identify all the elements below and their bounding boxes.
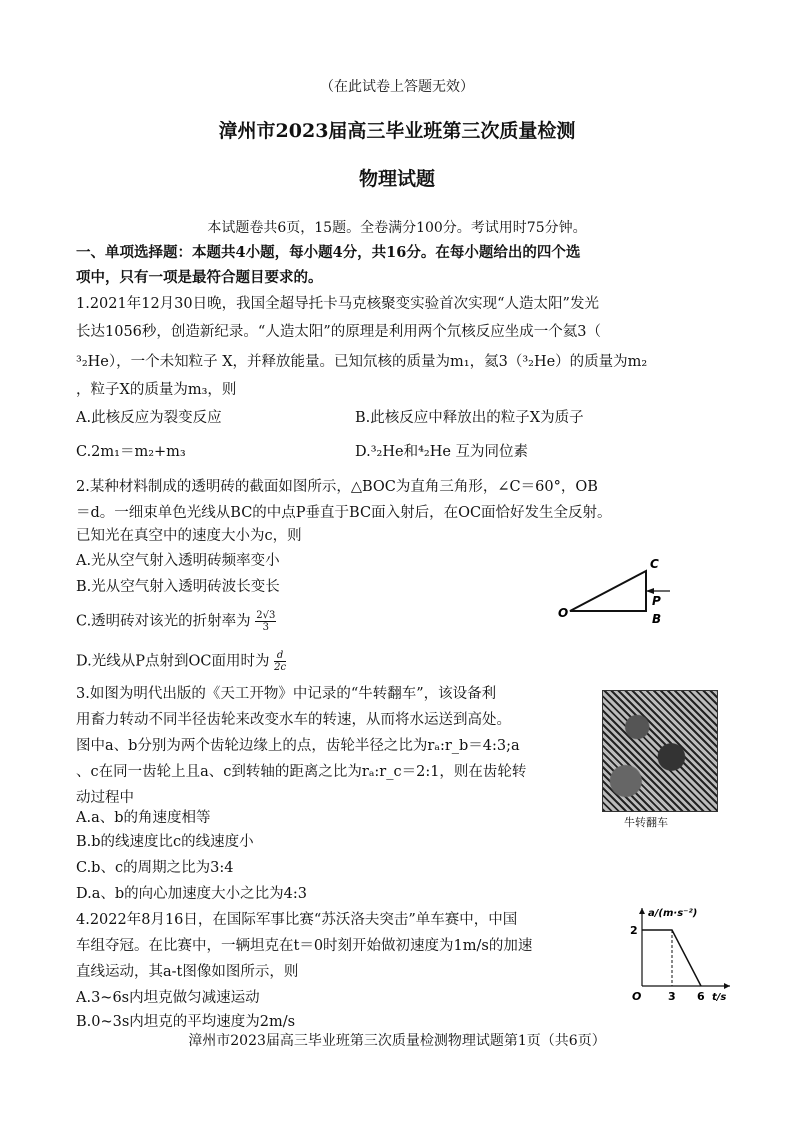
- subject-title: 物理试题: [358, 168, 435, 190]
- q4-option-a: A.3~6s内坦克做匀减速运动: [76, 990, 260, 1006]
- y-tick-2: 2: [630, 924, 638, 937]
- x-tick-6: 6: [697, 990, 705, 1002]
- q3-line4: 、c在同一齿轮上且a、c到转轴的距离之比为rₐ:r_c＝2:1，则在齿轮转: [76, 764, 527, 780]
- q1-line3: ³₂He），一个未知粒子 X，并释放能量。已知氘核的质量为m₁，氦3（³₂He）的质量为m₂: [76, 354, 648, 370]
- q1-line4: ，粒子X的质量为m₃，则: [76, 382, 237, 398]
- q3-line1: 3.如图为明代出版的《天工开物》中记录的“牛转翻车”，该设备利: [76, 686, 497, 702]
- label-p: P: [652, 594, 661, 608]
- q1-line1: 1.2021年12月30日晚，我国全超导托卡马克核聚变实验首次实现“人造太阳”发光: [76, 296, 599, 312]
- q1-line2: 长达1056秒，创造新纪录。“人造太阳”的原理是利用两个氘核反应坐成一个氦3（: [76, 324, 601, 340]
- q2-line2: ＝d。一细束单色光线从BC的中点P垂直于BC面入射后，在OC面恰好发生全反射。: [76, 505, 612, 521]
- notice: （在此试卷上答题无效）: [320, 79, 474, 95]
- label-c: C: [650, 557, 659, 571]
- q1-option-c: C.2m₁＝m₂+m₃: [76, 444, 186, 460]
- q3-line5: 动过程中: [76, 790, 134, 806]
- q2-line1: 2.某种材料制成的透明砖的截面如图所示，△BOC为直角三角形，∠C＝60°，OB: [76, 479, 598, 495]
- q3-option-c: C.b、c的周期之比为3:4: [76, 860, 234, 876]
- x-axis-label: t/s: [712, 992, 727, 1002]
- origin-label: O: [632, 990, 642, 1002]
- q2-option-d-denominator: 2c: [274, 662, 287, 673]
- q4-line1: 4.2022年8月16日，在国际军事比赛“苏沃洛夫突击”单车赛中，中国: [76, 912, 518, 928]
- q4-option-b: B.0~3s内坦克的平均速度为2m/s: [76, 1014, 296, 1030]
- ox-waterwheel-illustration: [602, 690, 718, 812]
- q2-option-a: A.光从空气射入透明砖频率变小: [76, 553, 280, 569]
- section-heading-2: 项中，只有一项是最符合题目要求的。: [76, 269, 323, 286]
- q2-option-d-text: D.光线从P点射到OC面用时为: [76, 653, 270, 670]
- q3-line3: 图中a、b分别为两个齿轮边缘上的点，齿轮半径之比为rₐ:r_b＝4:3;a: [76, 738, 520, 754]
- q3-option-d: D.a、b的向心加速度大小之比为4:3: [76, 886, 307, 902]
- q2-option-b: B.光从空气射入透明砖波长变长: [76, 579, 280, 595]
- q1-option-b: B.此核反应中释放出的粒子X为质子: [355, 410, 584, 426]
- exam-intro: 本试题卷共6页，15题。全卷满分100分。考试用时75分钟。: [207, 220, 587, 236]
- x-axis-arrow: [724, 983, 730, 989]
- q2-line3: 已知光在真空中的速度大小为c，则: [76, 528, 302, 544]
- q2-triangle-figure: [556, 555, 686, 630]
- q2-option-c-fraction: [255, 610, 276, 633]
- q1-option-d: D.³₂He和⁴₂He 互为同位素: [355, 444, 529, 460]
- section-heading-1: 一、单项选择题：本题共4小题，每小题4分，共16分。在每小题给出的四个选: [76, 244, 581, 261]
- q4-line3: 直线运动，其a-t图像如图所示，则: [76, 964, 299, 980]
- q2-option-c-denominator: 3: [262, 622, 270, 633]
- q2-option-d-fraction: [274, 650, 286, 673]
- q3-option-a: A.a、b的角速度相等: [76, 810, 211, 826]
- q2-option-d-numerator: d: [274, 650, 286, 662]
- q2-option-d: [76, 650, 286, 673]
- exam-title: 漳州市2023届高三毕业班第三次质量检测: [218, 120, 576, 142]
- q2-option-c-numerator: 2√3: [256, 610, 276, 621]
- label-o: O: [558, 606, 569, 620]
- q2-option-c-text: C.透明砖对该光的折射率为: [76, 613, 251, 630]
- y-axis-label: a/(m·s⁻²): [648, 908, 698, 919]
- y-axis-arrow: [639, 908, 645, 914]
- q4-at-graph: [624, 902, 734, 1002]
- label-b: B: [652, 612, 662, 626]
- q3-line2: 用畜力转动不同半径齿轮来改变水车的转速，从而将水运送到高处。: [76, 712, 511, 728]
- x-tick-3: 3: [668, 990, 676, 1002]
- q4-line2: 车组夺冠。在比赛中，一辆坦克在t＝0时刻开始做初速度为1m/s的加速: [76, 938, 533, 954]
- q1-option-a: A.此核反应为裂变反应: [76, 410, 222, 426]
- photo-caption: 牛转翻车: [624, 816, 668, 829]
- q3-option-b: B.b的线速度比c的线速度小: [76, 834, 254, 850]
- page-footer: 漳州市2023届高三毕业班第三次质量检测物理试题第1页（共6页）: [188, 1033, 606, 1049]
- triangle-boc: [570, 571, 646, 611]
- q2-option-c: [76, 610, 276, 633]
